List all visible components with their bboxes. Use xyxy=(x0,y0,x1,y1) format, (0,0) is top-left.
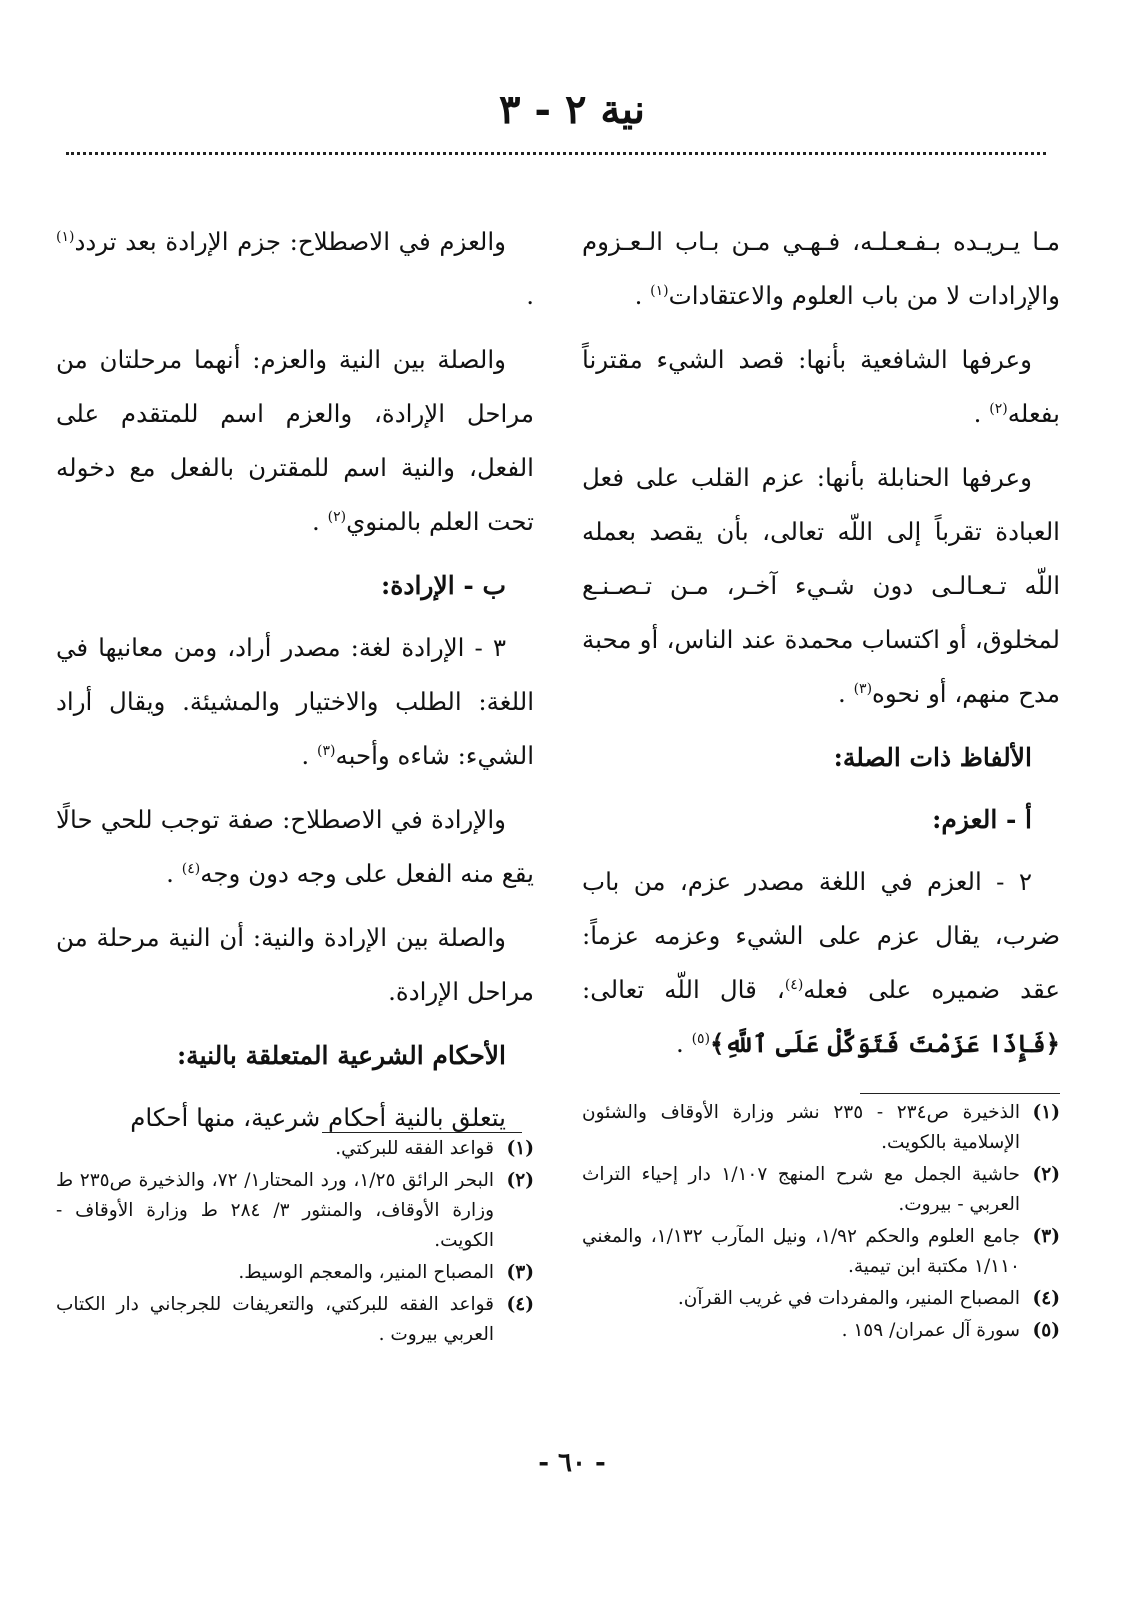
page-number: - ٦٠ - xyxy=(538,1448,606,1478)
paragraph-text: يتعلق بالنية أحكام شرعية، منها أحكام xyxy=(130,1103,506,1132)
subsection-heading: ب - الإرادة: xyxy=(381,571,506,600)
footnote-ref: (٤) xyxy=(784,976,804,993)
footnotes-right xyxy=(582,1098,1060,1348)
footnote-number: (١) xyxy=(1032,1102,1060,1123)
subsection-heading: أ - العزم: xyxy=(932,805,1032,834)
footnote-number: (٢) xyxy=(506,1170,534,1191)
footnote xyxy=(56,1134,534,1164)
footnote-separator xyxy=(860,1093,1060,1094)
footnote-ref: (٢) xyxy=(327,508,347,525)
footnote-text: سورة آل عمران/ ١٥٩ . xyxy=(841,1320,1020,1341)
footnote-number: (٤) xyxy=(506,1294,534,1315)
paragraph xyxy=(56,911,534,1019)
paragraph-text: ٢ - العزم في اللغة مصدر عزم، من باب ضرب، يقال عزم على الشيء وعزمه عزماً: عقد ضميره على فعله xyxy=(582,867,1060,1004)
paragraph xyxy=(56,793,534,901)
footnote xyxy=(56,1258,534,1288)
paragraph-end: . xyxy=(312,507,328,536)
paragraph-text: وعرفها الشافعية بأنها: قصد الشيء مقترناً بفعله xyxy=(582,345,1060,428)
footnote-number: (١) xyxy=(506,1138,534,1159)
paragraph-text: ٣ - الإرادة لغة: مصدر أراد، ومن معانيها في اللغة: الطلب والاختيار والمشيئة. ويقال أراد الشيء: شاءه وأحبه xyxy=(56,633,534,770)
footnote-text: قواعد الفقه للبركتي، والتعريفات للجرجاني دار الكتاب العربي بيروت . xyxy=(56,1294,494,1345)
paragraph-end: . xyxy=(634,281,651,310)
paragraph-text: والصلة بين الإرادة والنية: أن النية مرحلة من مراحل الإرادة. xyxy=(56,923,534,1006)
footnote xyxy=(582,1222,1060,1282)
footnote xyxy=(582,1284,1060,1314)
paragraph-text: والصلة بين النية والعزم: أنهما مرحلتان من مراحل الإرادة، والعزم اسم للمتقدم على الفعل، والنية اسم للمقترن بالفعل مع دخوله تحت العلم بالمنوي xyxy=(56,345,534,536)
paragraph-text: وعرفها الحنابلة بأنها: عزم القلب على فعل العبادة تقرباً إلى اللّه تعالى، بأن يقصد بعمله اللّه تـعـالـى دون شـيء آخـر، مـن تـصـنـع لمخلوق، أو اكتساب محمدة عند الناس، أو محبة مدح منهم، أو نحوه xyxy=(582,463,1060,708)
right-column xyxy=(582,215,1060,1081)
section-heading: الألفاظ ذات الصلة: xyxy=(833,743,1032,772)
title-dotted-rule xyxy=(66,152,1046,155)
footnote-text: المصباح المنير، والمفردات في غريب القرآن. xyxy=(677,1288,1020,1309)
footnote-number: (٢) xyxy=(1032,1164,1060,1185)
paragraph xyxy=(582,333,1060,441)
left-column xyxy=(56,215,534,1155)
footnote xyxy=(56,1290,534,1350)
footnote-text: قواعد الفقه للبركتي. xyxy=(335,1138,494,1159)
page-title: نية ٢ - ٣ xyxy=(499,86,645,133)
footnote-text: البحر الرائق ١/٢٥، ورد المحتار١/ ٧٢، والذخيرة ص٢٣٥ ط وزارة الأوقاف، والمنثور ٣/ ٢٨٤ ط وزارة الأوقاف - الكويت. xyxy=(56,1170,495,1251)
footnote-number: (٣) xyxy=(506,1262,534,1283)
footnote-text: جامع العلوم والحكم ١/٩٢، ونيل المآرب ١/١٣٢، والمغني ١/١١٠ مكتبة ابن تيمية. xyxy=(582,1226,1021,1277)
section-heading: الأحكام الشرعية المتعلقة بالنية: xyxy=(176,1041,506,1070)
footnote-text: الذخيرة ص٢٣٤ - ٢٣٥ نشر وزارة الأوقاف والشئون الإسلامية بالكويت. xyxy=(582,1102,1020,1153)
footnote xyxy=(582,1316,1060,1346)
footnote-ref: (٤) xyxy=(181,860,201,877)
footnote xyxy=(582,1098,1060,1158)
paragraph-end: . xyxy=(838,679,854,708)
paragraph xyxy=(582,855,1060,1071)
footnote-number: (٤) xyxy=(1032,1288,1060,1309)
footnote xyxy=(56,1166,534,1256)
footnote-text: المصباح المنير، والمعجم الوسيط. xyxy=(238,1262,494,1283)
footnote-number: (٥) xyxy=(1032,1320,1060,1341)
footnote-ref: (٢) xyxy=(989,400,1008,417)
paragraph xyxy=(56,215,534,323)
footnote-ref: (٣) xyxy=(853,680,873,697)
footnote-separator xyxy=(322,1132,522,1133)
paragraph xyxy=(56,621,534,783)
footnote-ref: (٣) xyxy=(316,742,336,759)
footnotes-left xyxy=(56,1134,534,1352)
quran-verse: ﴿فَإِذَا عَزَمْتَ فَتَوَكَّلْ عَلَى ٱللَّهِ﴾ xyxy=(710,1029,1060,1058)
paragraph-end: . xyxy=(973,399,990,428)
footnote-ref: (٥) xyxy=(691,1030,711,1047)
footnote xyxy=(582,1160,1060,1220)
footnote-text: حاشية الجمل مع شرح المنهج ١/١٠٧ دار إحياء التراث العربي - بيروت. xyxy=(582,1164,1020,1215)
paragraph xyxy=(582,451,1060,721)
paragraph xyxy=(56,333,534,549)
footnote-ref: (١) xyxy=(56,228,75,245)
footnote-ref: (١) xyxy=(650,282,669,299)
paragraph-end: . xyxy=(526,281,534,310)
paragraph-text: ، قال اللّه تعالى: xyxy=(582,975,785,1004)
footnote-number: (٣) xyxy=(1032,1226,1060,1247)
paragraph-text: مـا يـريـده بـفـعـلـه، فـهـي مـن بـاب الـعـزوم والإرادات لا من باب العلوم والاعتقادات xyxy=(582,227,1060,310)
paragraph xyxy=(582,215,1060,323)
paragraph-end: . xyxy=(166,859,182,888)
paragraph-end: . xyxy=(301,741,317,770)
paragraph-end: . xyxy=(676,1029,692,1058)
paragraph-text: والإرادة في الاصطلاح: صفة توجب للحي حالًا يقع منه الفعل على وجه دون وجه xyxy=(56,805,534,888)
paragraph-text: والعزم في الاصطلاح: جزم الإرادة بعد تردد xyxy=(74,227,506,256)
